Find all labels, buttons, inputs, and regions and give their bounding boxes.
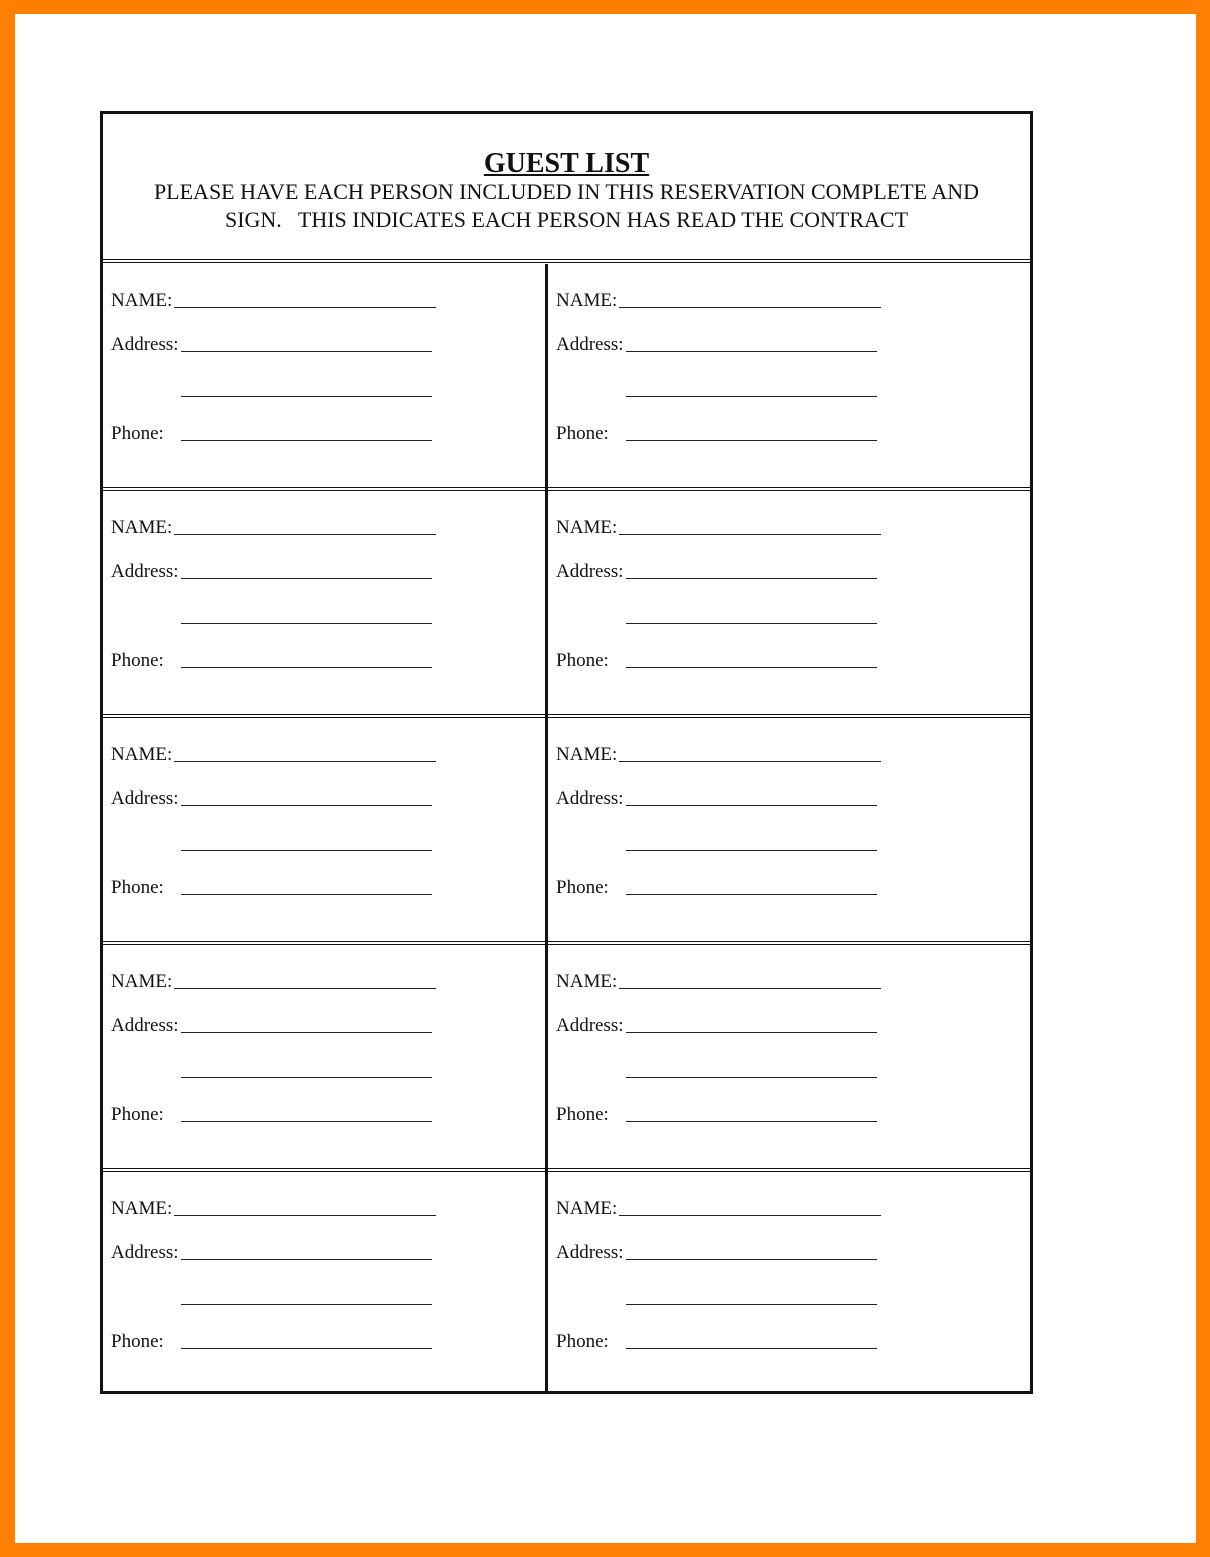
guest-entry bbox=[548, 264, 988, 491]
name-input-line[interactable] bbox=[619, 1215, 881, 1216]
address-field bbox=[556, 788, 624, 810]
name-field bbox=[556, 1198, 617, 1220]
phone-field bbox=[111, 1331, 164, 1353]
address-input-line-2[interactable] bbox=[626, 1304, 877, 1305]
address-field bbox=[111, 334, 179, 356]
phone-field bbox=[111, 423, 164, 445]
name-field bbox=[111, 290, 172, 312]
guest-entry bbox=[103, 718, 543, 945]
address-input-line[interactable] bbox=[181, 1032, 432, 1033]
phone-input-line[interactable] bbox=[181, 1121, 432, 1122]
phone-label: Phone: bbox=[556, 650, 609, 671]
phone-input-line[interactable] bbox=[181, 667, 432, 668]
address-label: Address: bbox=[556, 561, 624, 582]
name-field bbox=[556, 290, 617, 312]
name-label: NAME: bbox=[556, 744, 618, 765]
name-label: NAME: bbox=[111, 744, 173, 765]
address-label: Address: bbox=[111, 1015, 179, 1036]
phone-input-line[interactable] bbox=[181, 894, 432, 895]
name-input-line[interactable] bbox=[174, 988, 436, 989]
instructions-line-2: SIGN. THIS INDICATES EACH PERSON HAS READ THE CONTRACT bbox=[224, 207, 909, 232]
name-field bbox=[111, 971, 172, 993]
phone-label: Phone: bbox=[111, 1331, 164, 1352]
address-input-line[interactable] bbox=[626, 351, 877, 352]
guest-row bbox=[103, 1172, 1030, 1399]
address-input-line-2[interactable] bbox=[626, 1077, 877, 1078]
guest-entry bbox=[548, 945, 988, 1172]
guest-entry bbox=[103, 264, 543, 491]
address-field bbox=[556, 561, 624, 583]
phone-input-line[interactable] bbox=[626, 440, 877, 441]
name-label: NAME: bbox=[556, 1198, 618, 1219]
address-label: Address: bbox=[556, 334, 624, 355]
guest-row bbox=[103, 945, 1030, 1172]
phone-field bbox=[556, 423, 609, 445]
guest-row bbox=[103, 264, 1030, 491]
phone-input-line[interactable] bbox=[181, 440, 432, 441]
address-input-line-2[interactable] bbox=[626, 850, 877, 851]
address-input-line-2[interactable] bbox=[181, 623, 432, 624]
address-input-line[interactable] bbox=[181, 351, 432, 352]
address-label: Address: bbox=[556, 1242, 624, 1263]
page bbox=[15, 14, 1196, 1543]
guest-entry bbox=[103, 945, 543, 1172]
address-label: Address: bbox=[111, 561, 179, 582]
guest-entry bbox=[548, 718, 988, 945]
name-field bbox=[111, 744, 172, 766]
name-label: NAME: bbox=[111, 517, 173, 538]
address-input-line[interactable] bbox=[181, 1259, 432, 1260]
address-input-line-2[interactable] bbox=[181, 1077, 432, 1078]
address-input-line[interactable] bbox=[626, 805, 877, 806]
address-label: Address: bbox=[111, 788, 179, 809]
guest-entry bbox=[103, 1172, 543, 1399]
address-field bbox=[111, 1015, 179, 1037]
address-input-line[interactable] bbox=[626, 1259, 877, 1260]
guest-entry bbox=[548, 491, 988, 718]
address-field bbox=[556, 334, 624, 356]
address-input-line[interactable] bbox=[626, 1032, 877, 1033]
phone-label: Phone: bbox=[111, 877, 164, 898]
name-label: NAME: bbox=[111, 1198, 173, 1219]
phone-label: Phone: bbox=[556, 1331, 609, 1352]
phone-field bbox=[111, 877, 164, 899]
phone-input-line[interactable] bbox=[181, 1348, 432, 1349]
phone-input-line[interactable] bbox=[626, 894, 877, 895]
phone-label: Phone: bbox=[556, 423, 609, 444]
phone-field bbox=[111, 1104, 164, 1126]
guest-entry bbox=[548, 1172, 988, 1399]
address-field bbox=[111, 561, 179, 583]
instructions bbox=[118, 178, 1015, 234]
name-field bbox=[111, 1198, 172, 1220]
guest-row bbox=[103, 491, 1030, 718]
guest-row bbox=[103, 718, 1030, 945]
address-input-line[interactable] bbox=[181, 805, 432, 806]
name-field bbox=[556, 744, 617, 766]
phone-label: Phone: bbox=[111, 423, 164, 444]
address-input-line-2[interactable] bbox=[626, 396, 877, 397]
name-input-line[interactable] bbox=[174, 1215, 436, 1216]
name-input-line[interactable] bbox=[174, 534, 436, 535]
phone-field bbox=[111, 650, 164, 672]
name-input-line[interactable] bbox=[619, 761, 881, 762]
guest-grid bbox=[103, 264, 1030, 1391]
name-field bbox=[111, 517, 172, 539]
name-input-line[interactable] bbox=[619, 988, 881, 989]
address-input-line[interactable] bbox=[626, 578, 877, 579]
address-input-line[interactable] bbox=[181, 578, 432, 579]
name-label: NAME: bbox=[556, 290, 618, 311]
name-label: NAME: bbox=[111, 290, 173, 311]
name-input-line[interactable] bbox=[619, 307, 881, 308]
name-label: NAME: bbox=[556, 971, 618, 992]
address-label: Address: bbox=[556, 1015, 624, 1036]
address-label: Address: bbox=[111, 1242, 179, 1263]
phone-label: Phone: bbox=[111, 1104, 164, 1125]
address-input-line-2[interactable] bbox=[626, 623, 877, 624]
phone-input-line[interactable] bbox=[626, 1348, 877, 1349]
address-label: Address: bbox=[556, 788, 624, 809]
address-field bbox=[556, 1015, 624, 1037]
name-input-line[interactable] bbox=[174, 761, 436, 762]
name-field bbox=[556, 971, 617, 993]
name-input-line[interactable] bbox=[619, 534, 881, 535]
phone-field bbox=[556, 1331, 609, 1353]
phone-input-line[interactable] bbox=[626, 1121, 877, 1122]
phone-label: Phone: bbox=[556, 877, 609, 898]
guest-list-form bbox=[100, 111, 1033, 1394]
phone-field bbox=[556, 650, 609, 672]
phone-label: Phone: bbox=[111, 650, 164, 671]
address-label: Address: bbox=[111, 334, 179, 355]
form-header bbox=[103, 114, 1030, 259]
instructions-line-1: PLEASE HAVE EACH PERSON INCLUDED IN THIS RESERVATION COMPLETE AND bbox=[153, 179, 980, 204]
name-field bbox=[556, 517, 617, 539]
address-field bbox=[556, 1242, 624, 1264]
phone-label: Phone: bbox=[556, 1104, 609, 1125]
name-label: NAME: bbox=[111, 971, 173, 992]
guest-entry bbox=[103, 491, 543, 718]
page-title: GUEST LIST bbox=[483, 148, 650, 179]
address-input-line-2[interactable] bbox=[181, 1304, 432, 1305]
phone-field bbox=[556, 877, 609, 899]
address-input-line-2[interactable] bbox=[181, 396, 432, 397]
name-input-line[interactable] bbox=[174, 307, 436, 308]
phone-input-line[interactable] bbox=[626, 667, 877, 668]
phone-field bbox=[556, 1104, 609, 1126]
address-input-line-2[interactable] bbox=[181, 850, 432, 851]
address-field bbox=[111, 788, 179, 810]
name-label: NAME: bbox=[556, 517, 618, 538]
header-divider bbox=[103, 259, 1030, 263]
address-field bbox=[111, 1242, 179, 1264]
